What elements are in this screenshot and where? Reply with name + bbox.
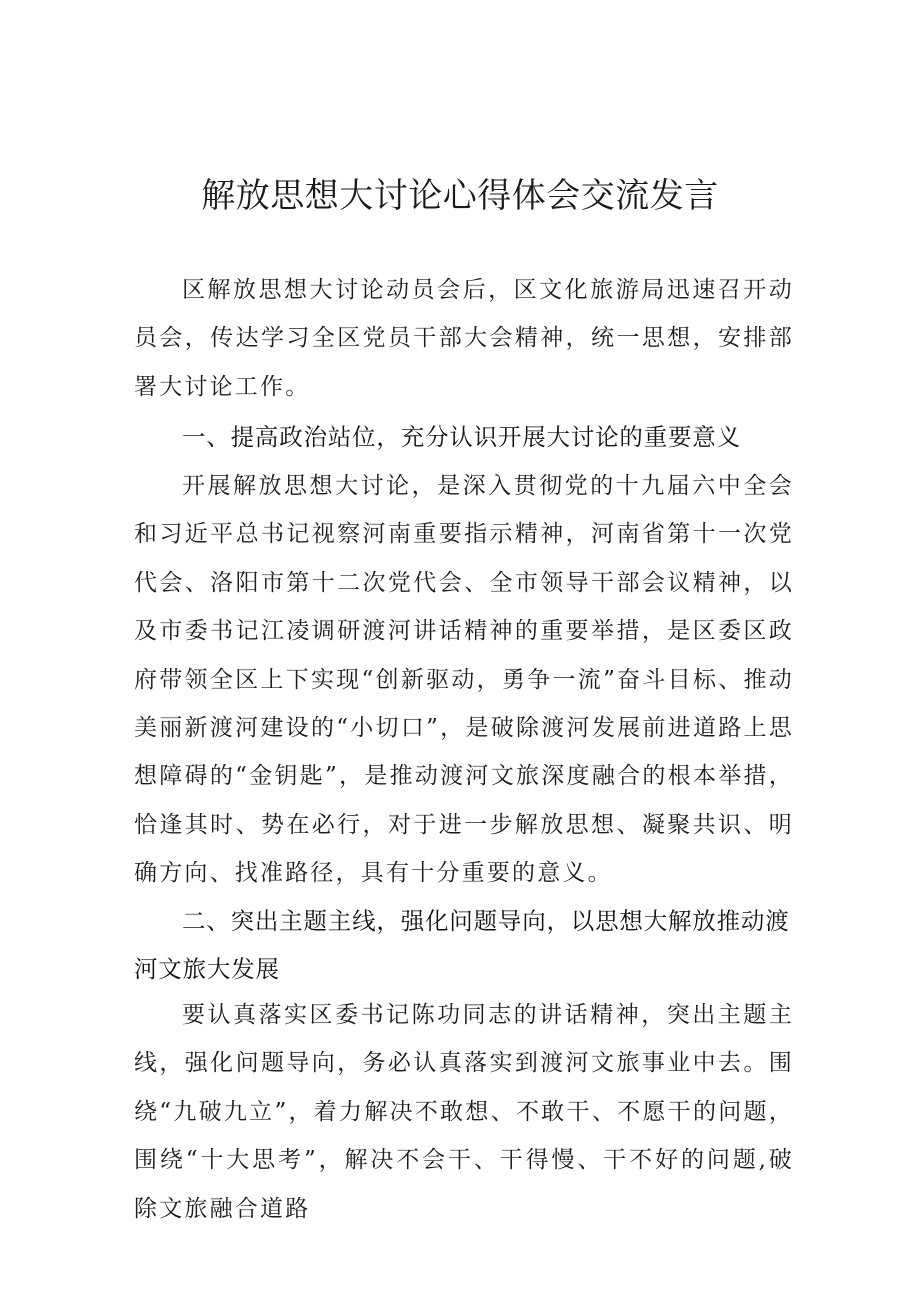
section-heading-1: 一、提高政治站位，充分认识开展大讨论的重要意义 <box>182 423 741 451</box>
document-title: 解放思想大讨论心得体会交流发言 <box>201 176 719 216</box>
section-1-paragraph: 开展解放思想大讨论，是深入贯彻党的十九届六中全会和习近平总书记视察河南重要指示精神，河南省第十一次党代会、洛阳市第十二次党代会、全市领导干部会议精神，以及市委书记江凌调研渡河讲话精神的重要举措，是区委区政府带领全区上下实现“创新驱动，勇争一流”奋斗目标、推动美丽新渡河建设的“小切口”，是破除渡河发展前进道路上思想障碍的“金钥匙”，是推动渡河文旅深度融合的根本举措，恰逢其时、势在必行，对于进一步解放思想、凝聚共识、明确方向、找准路径，具有十分重要的意义。 <box>134 473 794 887</box>
intro-paragraph: 区解放思想大讨论动员会后，区文化旅游局迅速召开动员会，传达学习全区党员干部大会精神，统一思想，安排部署大讨论工作。 <box>134 277 794 400</box>
section-heading-2: 二、突出主题主线，强化问题导向，以思想大解放推动渡河文旅大发展 <box>134 907 790 984</box>
section-2-paragraph: 要认真落实区委书记陈功同志的讲话精神，突出主题主线，强化问题导向，务必认真落实到渡河文旅事业中去。围绕“九破九立”，着力解决不敢想、不敢干、不愿干的问题，围绕“十大思考”，解决不会干、干得慢、干不好的问题,破除文旅融合道路 <box>134 1002 794 1222</box>
